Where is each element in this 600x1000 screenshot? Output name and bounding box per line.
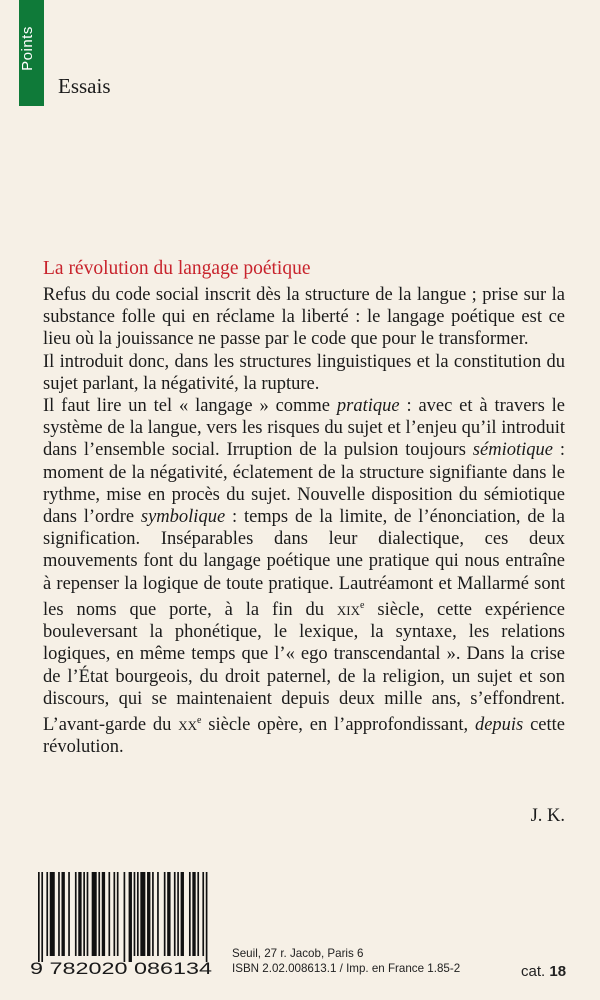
book-title: La révolution du langage poétique	[43, 258, 311, 279]
barcode-bar	[87, 872, 89, 956]
barcode-bar	[75, 872, 77, 956]
barcode-bar	[167, 872, 170, 956]
barcode-bar	[134, 872, 136, 956]
blurb-paragraph-3: Il faut lire un tel « langage » comme pratique : avec et à travers le système de la langue, vers les risques du sujet et l’enjeu qu’il introduit dans l’ensemble social. Irruption de la pulsion toujours sémiotique : moment de la négativité, éclatement de la structure signifiante dans le rythme, mise en procès du sujet. Nouvelle disposition du sémiotique dans l’ordre symbolique : temps de la limite, de l’énonciation, de la signification. Inséparables dans leur dialectique, ces deux mouvements font du langage poétique une pratique qui nous entraîne à repenser la logique de toute pratique. Lautréamont et Mallarmé sont les noms que porte, à la fin du xix$^e$ siècle, cette expérience bouleversant la phonétique, le lexique, la syntaxe, les relations logiques, en même temps que l’« ego transcendantal ». Dans la crise de l’État bourgeois, du droit paternel, de la religion, un sujet et son discours, qui se maintenaient depuis deux mille ans, s’effondrent. L’avant-garde du $xx^e$ siècle opère, en l’approfondissant, depuis cette révolution.	[43, 396, 565, 758]
catalog-value: 18	[549, 963, 567, 980]
barcode-bar	[137, 872, 139, 956]
barcode-bar	[124, 872, 126, 962]
barcode-bar	[58, 872, 60, 956]
barcode-bar	[206, 872, 208, 962]
publisher-address: Seuil, 27 r. Jacob, Paris 6	[232, 947, 364, 960]
barcode-bar	[197, 872, 199, 956]
barcode-bar	[181, 872, 184, 956]
signature: J. K.	[530, 806, 565, 826]
points-logo	[19, 0, 44, 106]
barcode-bar	[157, 872, 159, 956]
barcode-bar	[192, 872, 195, 956]
isbn-line: ISBN 2.02.008613.1 / Imp. en France 1.85-2	[232, 962, 461, 975]
barcode-bar	[98, 872, 100, 956]
barcode-bar	[38, 872, 40, 962]
barcode-bar	[50, 872, 55, 956]
barcode-bar	[147, 872, 150, 956]
barcode-bar	[140, 872, 145, 956]
barcode-bar	[152, 872, 154, 956]
barcode-bar	[41, 872, 43, 962]
barcode-bar	[108, 872, 110, 956]
barcode-bar	[46, 872, 48, 956]
barcode-digits: 9 782020 086134	[30, 960, 212, 978]
blurb-paragraph-1: Refus du code social inscrit dès la structure de la langue ; prise sur la substance folle qui en réclame la liberté : le langage poétique est ce lieu où la jouissance ne passe par le code que pour le transformer.	[43, 285, 565, 350]
barcode-bar	[189, 872, 191, 956]
catalog-number	[521, 963, 566, 980]
barcode-bar	[78, 872, 81, 956]
barcode-bar	[202, 872, 204, 956]
barcode-bar	[174, 872, 176, 956]
isbn-barcode	[28, 870, 214, 978]
blurb-paragraph-2: Il introduit donc, dans les structures linguistiques et la constitution du sujet parlant, la négativité, la rupture.	[43, 351, 565, 394]
barcode-bar	[102, 872, 105, 956]
catalog-label: cat.	[521, 963, 546, 980]
barcode-bar	[92, 872, 97, 956]
barcode-bar	[129, 872, 132, 962]
barcode-bar	[61, 872, 64, 956]
barcode-bar	[117, 872, 119, 956]
barcode-bar	[83, 872, 85, 956]
barcode-bar	[113, 872, 115, 956]
barcode-bar	[177, 872, 179, 956]
collection-name: Essais	[58, 74, 111, 98]
barcode-bar	[68, 872, 70, 956]
logo-text: Points	[18, 26, 36, 71]
barcode-bar	[164, 872, 166, 956]
publisher-info	[232, 946, 460, 976]
blurb	[43, 284, 565, 759]
